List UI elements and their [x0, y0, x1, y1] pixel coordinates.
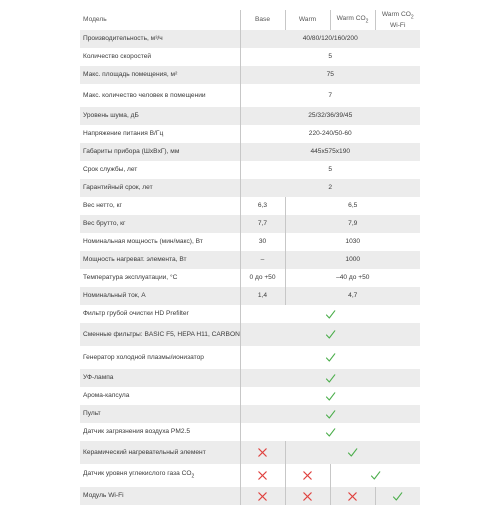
check-icon [325, 373, 336, 384]
row-value: 6,3 [240, 197, 285, 215]
row-mark-cell [240, 423, 420, 441]
row-value: 5 [240, 161, 420, 179]
check-icon [347, 447, 358, 458]
header-warm-co2-wifi [375, 10, 420, 30]
row-param-text: Срок службы, лет [83, 166, 138, 174]
row-param [80, 441, 240, 464]
header-warm-co2-wifi-line2: Wi-Fi [390, 21, 406, 29]
table-row [80, 66, 420, 84]
table-row [80, 107, 420, 125]
header-warm-co2-text: Warm CO [336, 14, 366, 22]
table-row [80, 251, 420, 269]
table-row [80, 441, 420, 464]
table-row [80, 233, 420, 251]
row-param [80, 251, 240, 269]
table-row [80, 84, 420, 107]
row-param-text: Арома-капсула [83, 392, 130, 400]
table-row [80, 323, 420, 346]
row-param [80, 215, 240, 233]
row-value: 7,9 [285, 215, 420, 233]
row-param [80, 107, 240, 125]
table-row [80, 405, 420, 423]
header-warm-co2-sub: 2 [365, 17, 369, 24]
row-param-text: Напряжение питания В/Гц [83, 130, 164, 138]
row-param [80, 269, 240, 287]
table-row [80, 30, 420, 48]
row-param-text: Мощность нагреват. элемента, Вт [83, 256, 187, 264]
row-param-text: Производительность, м³/ч [83, 35, 163, 43]
table-row [80, 269, 420, 287]
row-value: 5 [240, 48, 420, 66]
row-value: 25/32/36/39/45 [240, 107, 420, 125]
row-param-text: Керамический нагревательный элемент [83, 448, 206, 456]
row-param [80, 323, 240, 346]
row-mark-cell [375, 487, 420, 505]
row-mark-cell [240, 305, 420, 323]
row-param-sub: 2 [191, 473, 195, 480]
row-param [80, 179, 240, 197]
spec-table [80, 10, 420, 505]
row-mark-cell [240, 405, 420, 423]
row-param [80, 84, 240, 107]
row-param [80, 66, 240, 84]
row-value: 0 до +50 [240, 269, 285, 287]
row-param-text: Макс. площадь помещения, м² [83, 71, 178, 79]
row-param [80, 287, 240, 305]
header-model: Модель [83, 16, 107, 24]
table-row [80, 215, 420, 233]
table-row [80, 487, 420, 505]
check-icon [325, 329, 336, 340]
table-row [80, 464, 420, 487]
spec-body [80, 30, 420, 505]
row-mark-cell [240, 387, 420, 405]
row-param-text: Макс. количество человек в помещении [83, 91, 206, 99]
row-value: –40 до +50 [285, 269, 420, 287]
table-row [80, 48, 420, 66]
row-param-text: Температура эксплуатации, °С [83, 274, 178, 282]
row-param-text: Уровень шума, дБ [83, 112, 139, 120]
check-icon [325, 427, 336, 438]
table-row [80, 179, 420, 197]
row-mark-cell [240, 487, 285, 505]
table-row [80, 161, 420, 179]
row-value: 40/80/120/160/200 [240, 30, 420, 48]
row-mark-cell [240, 441, 285, 464]
row-mark-cell [240, 369, 420, 387]
row-param-text: УФ-лампа [83, 374, 114, 382]
row-param [80, 464, 240, 487]
table-row [80, 287, 420, 305]
row-mark-cell [330, 464, 420, 487]
row-param-text: Номинальная мощность (мин/макс), Вт [83, 238, 203, 246]
table-row [80, 346, 420, 369]
row-value: 30 [240, 233, 285, 251]
row-value: 7,7 [240, 215, 285, 233]
row-param [80, 387, 240, 405]
table-row [80, 305, 420, 323]
table-row [80, 143, 420, 161]
row-param-text: Вес нетто, кг [83, 202, 122, 210]
row-param [80, 487, 240, 505]
row-mark-cell [285, 441, 420, 464]
header-base: Base [240, 10, 285, 30]
row-param-text: Габариты прибора (ШxВxГ), мм [83, 148, 180, 156]
row-param [80, 369, 240, 387]
row-value: 445x575x190 [240, 143, 420, 161]
row-param [80, 423, 240, 441]
row-param-text: Датчик загрязнения воздуха PM2.5 [83, 428, 190, 436]
row-value: 6,5 [285, 197, 420, 215]
check-icon [325, 391, 336, 402]
row-value: 7 [240, 84, 420, 107]
row-param-text: Сменные фильтры: BASIC F5, HEPA H11, CARBON [83, 330, 240, 338]
row-mark-cell [240, 323, 420, 346]
row-param-text: Фильтр грубой очистки HD Prefilter [83, 310, 189, 318]
cross-icon [257, 447, 268, 458]
row-param-text: Гарантийный срок, лет [83, 184, 153, 192]
row-param-text: Номинальный ток, А [83, 292, 146, 300]
row-mark-cell [330, 487, 375, 505]
table-row [80, 369, 420, 387]
table-row [80, 423, 420, 441]
row-param [80, 233, 240, 251]
row-param [80, 161, 240, 179]
header-row [80, 10, 420, 30]
row-param [80, 125, 240, 143]
row-param [80, 405, 240, 423]
row-value: 1000 [285, 251, 420, 269]
row-mark-cell [285, 464, 330, 487]
row-param-text: Генератор холодной плазмы/ионизатор [83, 353, 204, 361]
header-warm-co2 [330, 10, 375, 30]
cross-icon [257, 470, 268, 481]
check-icon [370, 470, 381, 481]
row-param-text: Датчик уровня углекислого газа CO [83, 470, 192, 478]
row-param [80, 143, 240, 161]
table-row [80, 197, 420, 215]
row-param [80, 346, 240, 369]
row-value: 1030 [285, 233, 420, 251]
row-mark-cell [285, 487, 330, 505]
row-param [80, 48, 240, 66]
row-param-text: Количество скоростей [83, 53, 152, 61]
spec-table-wrapper [80, 10, 420, 505]
row-mark-cell [240, 346, 420, 369]
row-param-text: Пульт [83, 410, 101, 418]
row-param [80, 197, 240, 215]
check-icon [325, 409, 336, 420]
header-warm-co2-wifi-text: Warm CO [381, 11, 411, 19]
row-value: 2 [240, 179, 420, 197]
row-param-text: Вес брутто, кг [83, 220, 126, 228]
table-row [80, 387, 420, 405]
header-warm: Warm [285, 10, 330, 30]
check-icon [325, 309, 336, 320]
check-icon [325, 352, 336, 363]
row-value: 1,4 [240, 287, 285, 305]
row-mark-cell [240, 464, 285, 487]
row-value: – [240, 251, 285, 269]
row-value: 4,7 [285, 287, 420, 305]
row-value: 220-240/50-60 [240, 125, 420, 143]
header-warm-co2-wifi-sub: 2 [410, 14, 414, 21]
table-row [80, 125, 420, 143]
row-param [80, 305, 240, 323]
cross-icon [302, 470, 313, 481]
row-param [80, 30, 240, 48]
row-value: 75 [240, 66, 420, 84]
row-param-text: Модуль Wi-Fi [83, 492, 124, 500]
